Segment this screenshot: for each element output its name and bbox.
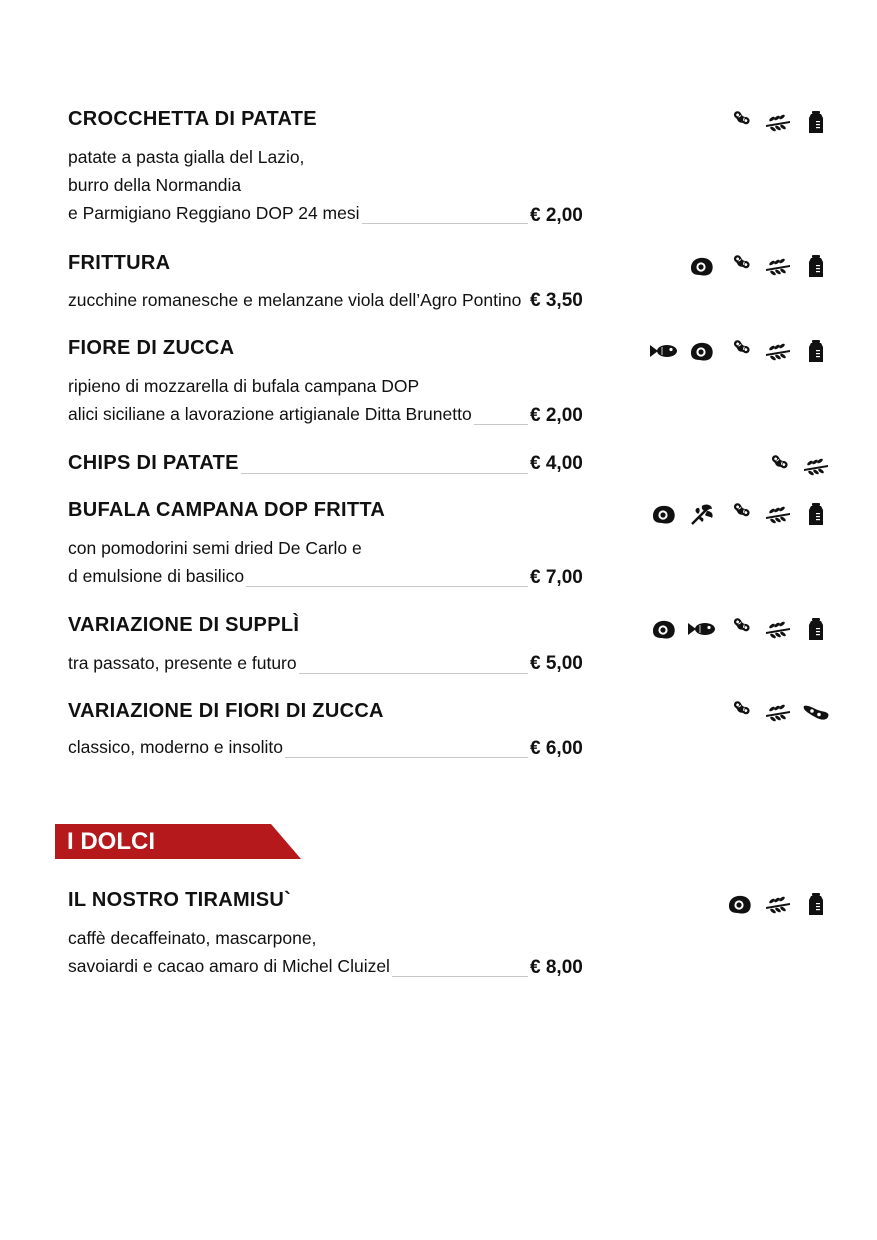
item-description: caffè decaffeinato, mascarpone, xyxy=(68,928,317,948)
item-price: € 2,00 xyxy=(530,205,583,226)
peanut-icon xyxy=(726,339,754,363)
item-description: alici siciliane a lavorazione artigianale Ditta Brunetto xyxy=(68,404,472,424)
soy-icon xyxy=(802,700,830,724)
milk-icon xyxy=(802,110,830,134)
item-price: € 8,00 xyxy=(530,957,583,978)
item-description: zucchine romanesche e melanzane viola dell’Agro Pontino xyxy=(68,290,522,310)
item-description: d emulsione di basilico xyxy=(68,566,245,586)
price-leader-line xyxy=(246,586,528,587)
celery-icon xyxy=(688,502,716,526)
milk-icon xyxy=(802,892,830,916)
item-name: VARIAZIONE DI FIORI DI ZUCCA xyxy=(68,700,384,722)
item-name: IL NOSTRO TIRAMISU` xyxy=(68,889,292,911)
allergen-icons xyxy=(726,110,830,134)
egg-icon xyxy=(650,617,678,641)
item-price: € 2,00 xyxy=(530,405,583,426)
milk-icon xyxy=(802,339,830,363)
item-price: € 6,00 xyxy=(530,738,583,759)
item-price: € 7,00 xyxy=(530,567,583,588)
allergen-icons xyxy=(650,339,830,363)
item-price: € 4,00 xyxy=(530,453,583,474)
price-leader-line xyxy=(299,673,528,674)
wheat-icon xyxy=(764,254,792,278)
allergen-icons xyxy=(726,892,830,916)
item-name: FIORE DI ZUCCA xyxy=(68,337,235,359)
egg-icon xyxy=(726,892,754,916)
item-description: classico, moderno e insolito xyxy=(68,737,283,757)
item-description: tra passato, presente e futuro xyxy=(68,653,297,673)
price-leader-line xyxy=(241,473,528,474)
item-name: CHIPS DI PATATE xyxy=(68,452,239,474)
egg-icon xyxy=(688,339,716,363)
peanut-icon xyxy=(726,254,754,278)
allergen-icons xyxy=(764,454,830,478)
wheat-icon xyxy=(764,617,792,641)
item-description: patate a pasta gialla del Lazio, xyxy=(68,147,305,167)
peanut-icon xyxy=(726,617,754,641)
item-description: savoiardi e cacao amaro di Michel Cluizel xyxy=(68,956,390,976)
peanut-icon xyxy=(726,110,754,134)
item-price: € 3,50 xyxy=(530,290,583,311)
section-title: I DOLCI xyxy=(67,828,155,855)
milk-icon xyxy=(802,254,830,278)
price-leader-line xyxy=(362,223,528,224)
wheat-icon xyxy=(764,892,792,916)
item-name: FRITTURA xyxy=(68,252,171,274)
fish-icon xyxy=(650,339,678,363)
fish-icon xyxy=(688,617,716,641)
wheat-icon xyxy=(802,454,830,478)
wheat-icon xyxy=(764,502,792,526)
egg-icon xyxy=(688,254,716,278)
milk-icon xyxy=(802,502,830,526)
item-name: BUFALA CAMPANA DOP FRITTA xyxy=(68,499,386,521)
wheat-icon xyxy=(764,339,792,363)
milk-icon xyxy=(802,617,830,641)
item-description: con pomodorini semi dried De Carlo e xyxy=(68,538,362,558)
item-description: burro della Normandia xyxy=(68,175,242,195)
allergen-icons xyxy=(650,502,830,526)
peanut-icon xyxy=(726,700,754,724)
egg-icon xyxy=(650,502,678,526)
price-leader-line xyxy=(474,424,528,425)
allergen-icons xyxy=(726,700,830,724)
price-leader-line xyxy=(392,976,528,977)
peanut-icon xyxy=(764,454,792,478)
item-price: € 5,00 xyxy=(530,653,583,674)
wheat-icon xyxy=(764,700,792,724)
allergen-icons xyxy=(650,617,830,641)
peanut-icon xyxy=(726,502,754,526)
item-description: ripieno di mozzarella di bufala campana DOP xyxy=(68,376,420,396)
item-name: VARIAZIONE DI SUPPLÌ xyxy=(68,614,300,636)
allergen-icons xyxy=(688,254,830,278)
price-leader-line xyxy=(285,757,528,758)
item-name: CROCCHETTA DI PATATE xyxy=(68,108,317,130)
item-description: e Parmigiano Reggiano DOP 24 mesi xyxy=(68,203,360,223)
wheat-icon xyxy=(764,110,792,134)
